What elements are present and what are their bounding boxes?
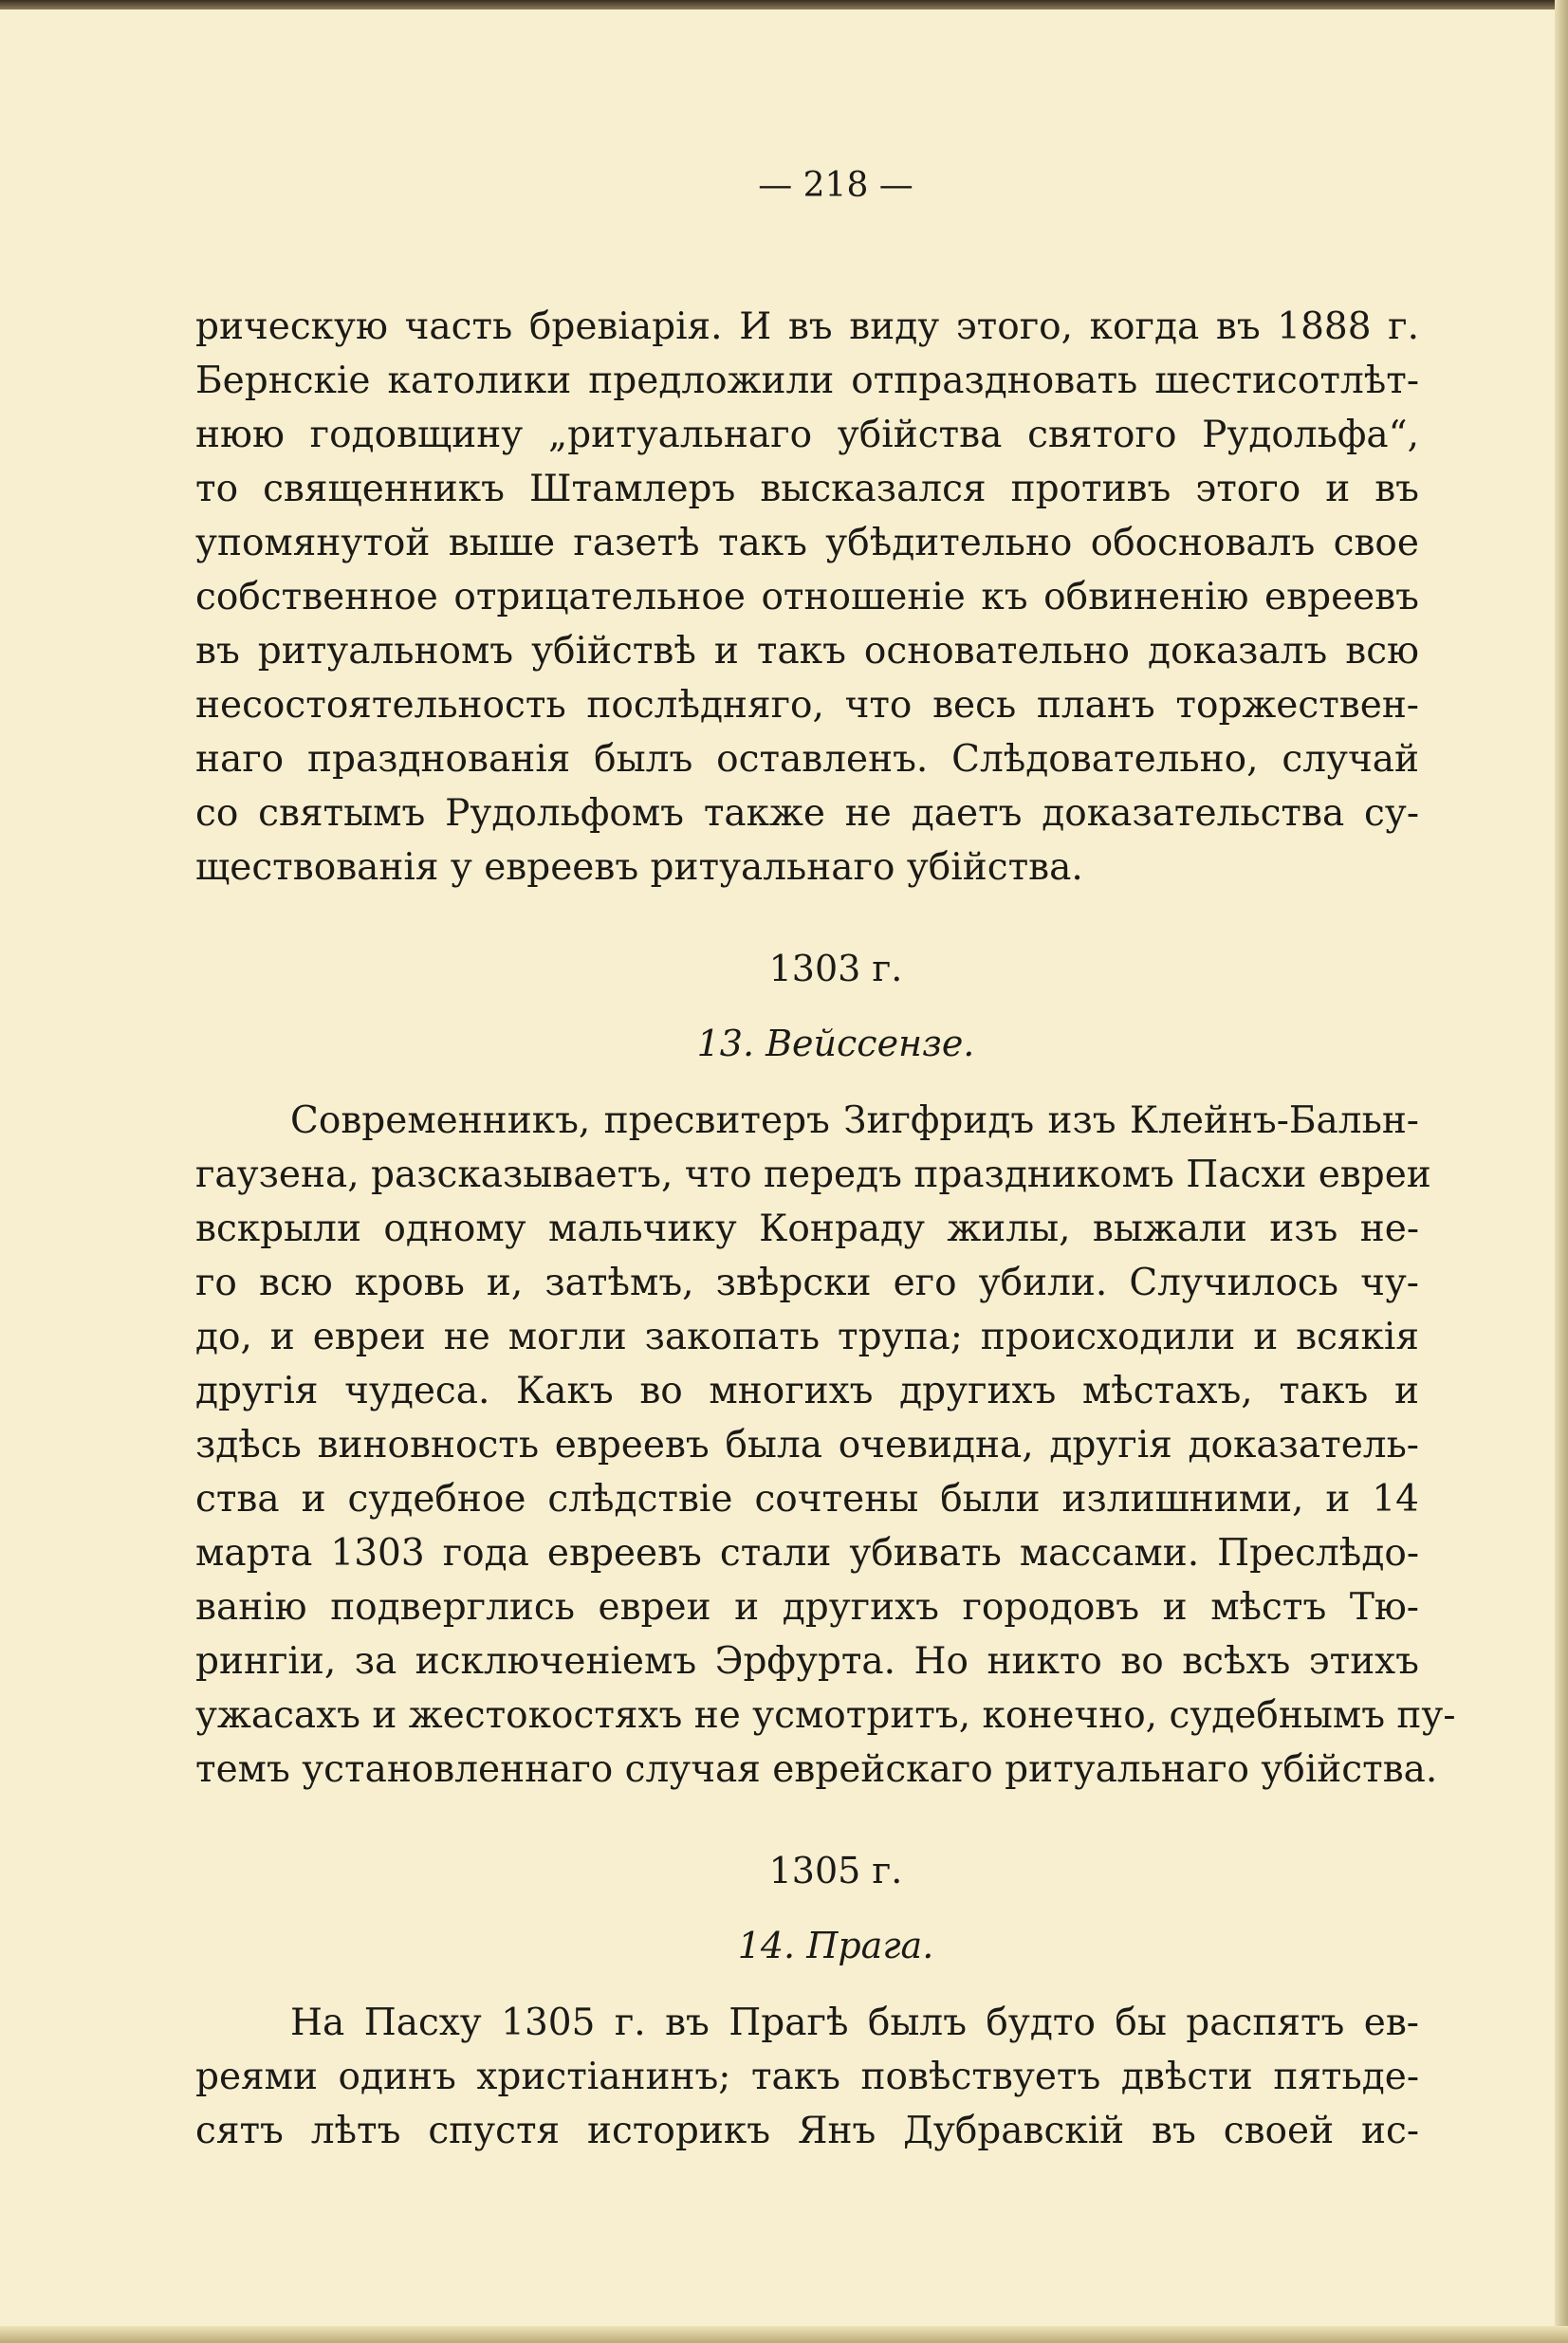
text-line: реями одинъ христіанинъ; такъ повѣствуетъ двѣсти пятьде- [195,2056,1419,2098]
section-title: 13. Вейссензе. [696,1023,975,1064]
text-column [195,159,1456,2158]
text-line: то священникъ Штамлеръ высказался противъ этого и въ [195,468,1419,510]
text-line: упомянутой выше газетѣ такъ убѣдительно обосновалъ свое [195,522,1419,564]
text-line: марта 1303 года евреевъ стали убивать массами. Преслѣдо- [195,1532,1419,1575]
text-line: сятъ лѣтъ спустя историкъ Янъ Дубравскій въ своей ис- [195,2110,1419,2152]
paragraph-continued [195,300,1419,895]
text-line: гаузена, разсказываетъ, что передъ праздникомъ Пасхи евреи [195,1153,1431,1196]
text-line: рическую часть бревіарія. И въ виду этого, когда въ 1888 г. [195,305,1419,348]
text-line: здѣсь виновность евреевъ была очевидна, другія доказатель- [195,1424,1419,1467]
text-line: другія чудеса. Какъ во многихъ другихъ мѣстахъ, такъ и [195,1370,1419,1412]
text-line: ства и судебное слѣдствіе сочтены были излишними, и 14 [195,1478,1419,1521]
text-line: рингіи, за исключеніемъ Эрфурта. Но никто во всѣхъ этихъ [195,1640,1419,1683]
text-line: вскрыли одному мальчику Конраду жилы, выжали изъ не- [195,1208,1419,1250]
text-line: На Пасху 1305 г. въ Прагѣ былъ будто бы распятъ ев- [290,2002,1419,2044]
text-line: Современникъ, пресвитеръ Зигфридъ изъ Клейнъ-Бальн- [290,1099,1419,1142]
section-title: 14. Прага. [737,1925,934,1966]
text-line: ществованія у евреевъ ритуальнаго убійства. [195,846,1083,889]
text-line: собственное отрицательное отношеніе къ обвиненію евреевъ [195,576,1419,618]
text-line: Бернскіе католики предложили отпраздновать шестисотлѣт- [195,360,1419,402]
section-paragraph [195,1094,1456,1797]
text-line: наго празднованія былъ оставленъ. Слѣдовательно, случай [195,738,1419,781]
text-line: ужасахъ и жестокостяхъ не усмотритъ, конечно, судебнымъ пу- [195,1694,1456,1737]
text-line: несостоятельность послѣдняго, что весь планъ торжествен- [195,684,1419,727]
page-top-edge [0,0,1568,9]
year-heading: 1305 г. [768,1850,903,1891]
page-number: — 218 — [758,166,913,205]
text-line: до, и евреи не могли закопать трупа; происходили и всякія [195,1316,1419,1358]
text-line: ванію подверглись евреи и другихъ городовъ и мѣстъ Тю- [195,1586,1419,1629]
page-right-edge [1555,0,1568,2343]
text-line: нюю годовщину „ритуальнаго убійства святого Рудольфа“, [195,414,1419,456]
text-line: со святымъ Рудольфомъ также не даетъ доказательства су- [195,792,1419,835]
text-line: го всю кровь и, затѣмъ, звѣрски его убили. Случилось чу- [195,1262,1419,1304]
text-line: темъ установленнаго случая еврейскаго ритуальнаго убійства. [195,1748,1438,1791]
page-bottom-edge [0,2326,1568,2343]
year-heading: 1303 г. [768,948,903,989]
section-paragraph [195,1996,1419,2158]
text-line: въ ритуальномъ убійствѣ и такъ основательно доказалъ всю [195,630,1419,673]
